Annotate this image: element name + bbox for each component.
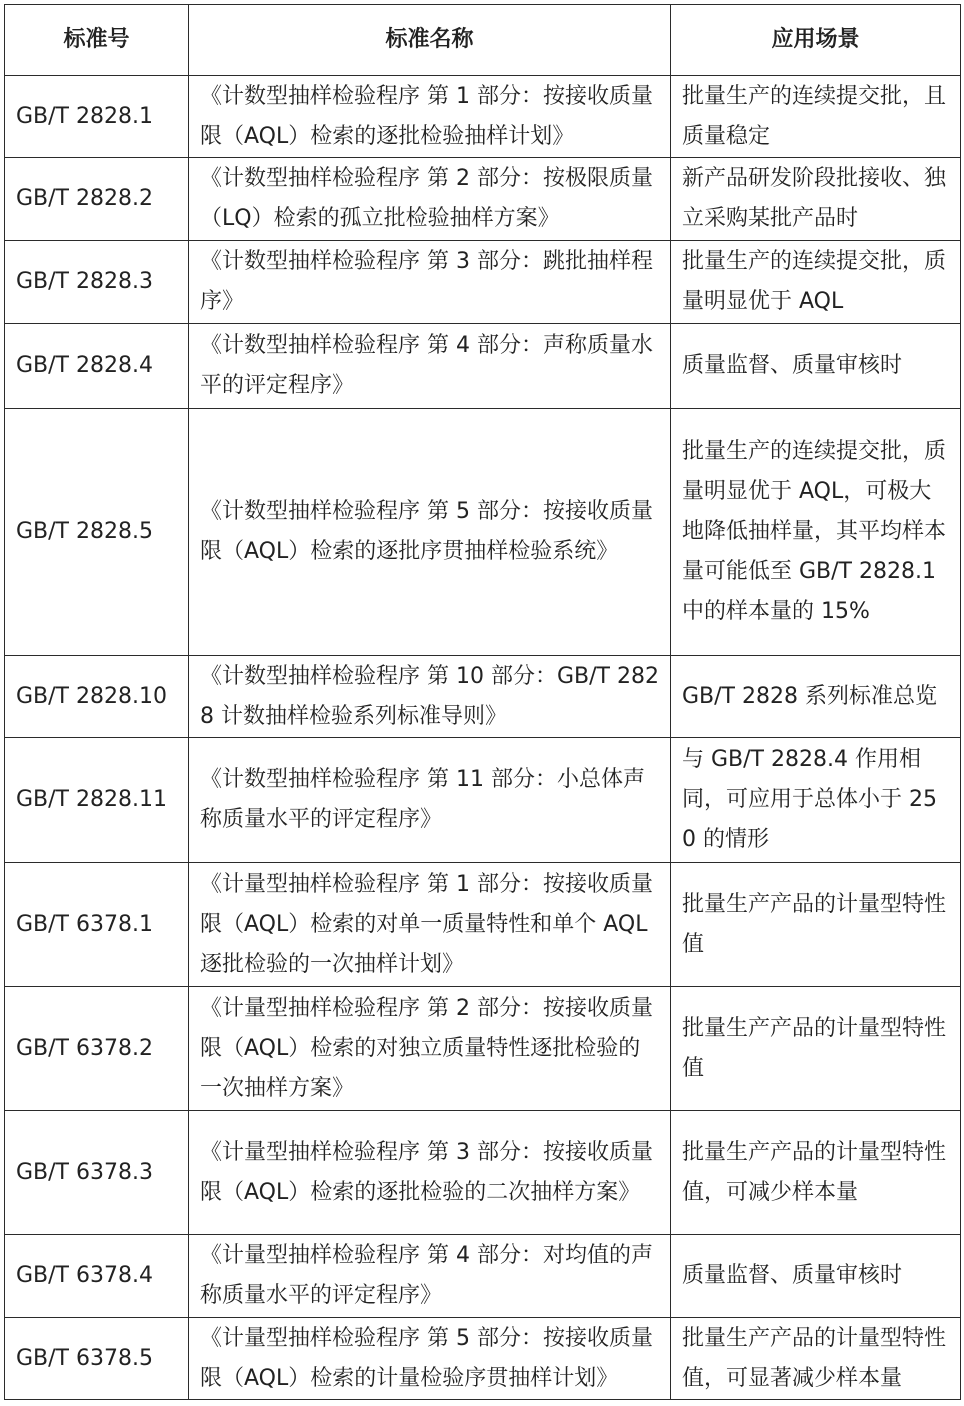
header-application-scenario: 应用场景 bbox=[671, 5, 961, 76]
standard-name-cell: 《计量型抽样检验程序 第 4 部分：对均值的声称质量水平的评定程序》 bbox=[189, 1235, 671, 1318]
standard-number-cell: GB/T 2828.4 bbox=[5, 324, 189, 409]
standard-number-cell: GB/T 6378.4 bbox=[5, 1235, 189, 1318]
standard-name-cell: 《计数型抽样检验程序 第 2 部分：按极限质量（LQ）检索的孤立批检验抽样方案》 bbox=[189, 158, 671, 241]
table-row bbox=[5, 1235, 961, 1318]
header-standard-name: 标准名称 bbox=[189, 5, 671, 76]
application-scenario-cell: 与 GB/T 2828.4 作用相同，可应用于总体小于 250 的情形 bbox=[671, 738, 961, 863]
standard-name-cell: 《计数型抽样检验程序 第 5 部分：按接收质量限（AQL）检索的逐批序贯抽样检验系统》 bbox=[189, 409, 671, 656]
table-row bbox=[5, 158, 961, 241]
standard-number-cell: GB/T 6378.1 bbox=[5, 863, 189, 987]
table-row bbox=[5, 863, 961, 987]
table-row bbox=[5, 738, 961, 863]
standard-number-cell: GB/T 6378.5 bbox=[5, 1318, 189, 1400]
table-row bbox=[5, 409, 961, 656]
table-row bbox=[5, 324, 961, 409]
standard-number-cell: GB/T 2828.10 bbox=[5, 656, 189, 738]
standard-name-cell: 《计量型抽样检验程序 第 3 部分：按接收质量限（AQL）检索的逐批检验的二次抽样方案》 bbox=[189, 1111, 671, 1235]
table-row bbox=[5, 1111, 961, 1235]
standard-name-cell: 《计数型抽样检验程序 第 4 部分：声称质量水平的评定程序》 bbox=[189, 324, 671, 409]
table-body bbox=[5, 76, 961, 1400]
standard-name-cell: 《计量型抽样检验程序 第 1 部分：按接收质量限（AQL）检索的对单一质量特性和单个 AQL 逐批检验的一次抽样计划》 bbox=[189, 863, 671, 987]
table-header bbox=[5, 5, 961, 76]
table-row bbox=[5, 656, 961, 738]
standard-name-cell: 《计数型抽样检验程序 第 1 部分：按接收质量限（AQL）检索的逐批检验抽样计划》 bbox=[189, 76, 671, 158]
application-scenario-cell: 新产品研发阶段批接收、独立采购某批产品时 bbox=[671, 158, 961, 241]
standard-number-cell: GB/T 2828.1 bbox=[5, 76, 189, 158]
header-standard-number: 标准号 bbox=[5, 5, 189, 76]
standard-number-cell: GB/T 2828.11 bbox=[5, 738, 189, 863]
application-scenario-cell: 批量生产产品的计量型特性值，可显著减少样本量 bbox=[671, 1318, 961, 1400]
application-scenario-cell: 批量生产的连续提交批，质量明显优于 AQL bbox=[671, 241, 961, 324]
standard-name-cell: 《计量型抽样检验程序 第 2 部分：按接收质量限（AQL）检索的对独立质量特性逐批检验的一次抽样方案》 bbox=[189, 987, 671, 1111]
standard-name-cell: 《计量型抽样检验程序 第 5 部分：按接收质量限（AQL）检索的计量检验序贯抽样计划》 bbox=[189, 1318, 671, 1400]
table-row bbox=[5, 76, 961, 158]
application-scenario-cell: 质量监督、质量审核时 bbox=[671, 1235, 961, 1318]
application-scenario-cell: 质量监督、质量审核时 bbox=[671, 324, 961, 409]
table-row bbox=[5, 987, 961, 1111]
table-row bbox=[5, 1318, 961, 1400]
standards-table bbox=[4, 4, 961, 1400]
standard-number-cell: GB/T 2828.5 bbox=[5, 409, 189, 656]
application-scenario-cell: 批量生产产品的计量型特性值 bbox=[671, 863, 961, 987]
application-scenario-cell: 批量生产产品的计量型特性值 bbox=[671, 987, 961, 1111]
standard-name-cell: 《计数型抽样检验程序 第 10 部分：GB/T 2828 计数抽样检验系列标准导则》 bbox=[189, 656, 671, 738]
standard-number-cell: GB/T 6378.3 bbox=[5, 1111, 189, 1235]
table-row bbox=[5, 241, 961, 324]
standard-name-cell: 《计数型抽样检验程序 第 11 部分：小总体声称质量水平的评定程序》 bbox=[189, 738, 671, 863]
application-scenario-cell: 批量生产产品的计量型特性值，可减少样本量 bbox=[671, 1111, 961, 1235]
header-row bbox=[5, 5, 961, 76]
standard-number-cell: GB/T 6378.2 bbox=[5, 987, 189, 1111]
application-scenario-cell: 批量生产的连续提交批，且质量稳定 bbox=[671, 76, 961, 158]
standard-number-cell: GB/T 2828.2 bbox=[5, 158, 189, 241]
standard-name-cell: 《计数型抽样检验程序 第 3 部分：跳批抽样程序》 bbox=[189, 241, 671, 324]
application-scenario-cell: GB/T 2828 系列标准总览 bbox=[671, 656, 961, 738]
application-scenario-cell: 批量生产的连续提交批，质量明显优于 AQL，可极大地降低抽样量，其平均样本量可能低至 GB/T 2828.1 中的样本量的 15% bbox=[671, 409, 961, 656]
standard-number-cell: GB/T 2828.3 bbox=[5, 241, 189, 324]
